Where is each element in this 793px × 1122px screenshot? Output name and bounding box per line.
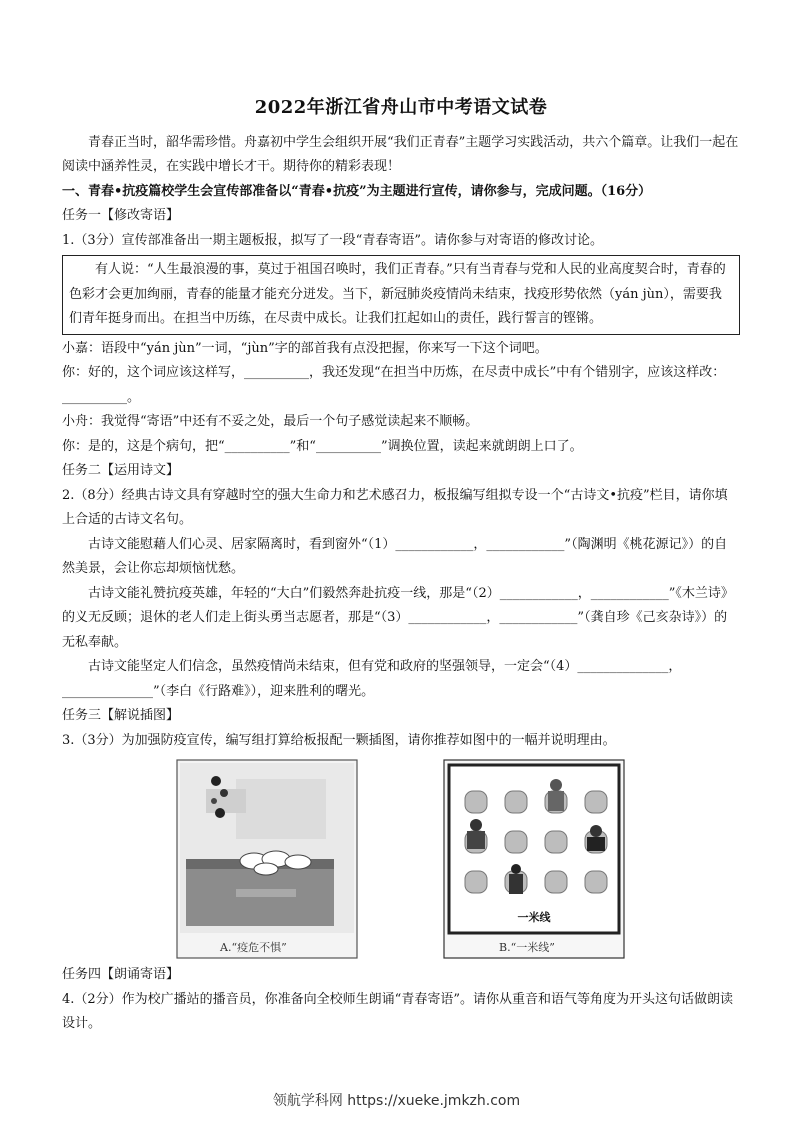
task3-heading: 任务三【解说插图】 [62,708,180,723]
site-watermark-footer: 领航学科网 https://xueke.jmkzh.com [272,1093,521,1109]
illustration-b [443,759,625,959]
youth-message-text: 有人说：“人生最浪漫的事，莫过于祖国召唤时，我们正青春。”只有当青春与党和人民的业高度契合时，青春的色彩才会更加绚丽，青春的能量才能充分迸发。当下，新冠肺炎疫情尚未结束，找疫形势依然（yán jùn），需要我们青年挺身而出。在担当中历练，在尽责中成长。让我们扛起如山的责任，践行誓言的铿锵。 [69,262,726,326]
youth-message-box [62,255,740,335]
dialogue-line-3: 小舟：我觉得“寄语”中还有不妥之处，最后一个句子感觉读起来不顺畅。 [62,414,479,429]
caption-b: B.“一米线” [499,941,555,954]
question-3: 3.（3分）为加强防疫宣传，编写组打算给板报配一颗插图，请你推荐如图中的一幅并说明理由。 [62,732,616,748]
sign-label: 一米线 [517,911,551,924]
question-2: 2.（8分）经典古诗文具有穿越时空的强大生命力和艺术感召力，板报编写组拟专设一个“古诗文•抗疫”栏目，请你填上合适的古诗文名句。 [62,487,728,527]
intro-paragraph: 青春正当时，韶华需珍惜。舟嘉初中学生会组织开展“我们正青春”主题学习实践活动，共六个篇章。让我们一起在阅读中涵养性灵，在实践中增长才干。期待你的精彩表现！ [62,134,739,174]
section-heading: 一、青春•抗疫篇校学生会宣传部准备以“青春•抗疫”为主题进行宣传，请你参与，完成问题。（16分） [62,183,652,199]
task4-heading: 任务四【朗诵寄语】 [62,967,180,982]
question-4: 4.（2分）作为校广播站的播音员，你准备向全校师生朗诵“青春寄语”。请你从重音和语气等角度为开头这句话做朗读设计。 [62,991,733,1031]
illustration-row [62,757,740,963]
task1-heading: 任务一【修改寄语】 [62,208,180,223]
dialogue-line-4: 你：是的，这是个病句，把“__________”和“__________”调换位置，读起来就朗朗上口了。 [62,438,583,454]
caption-a: A.“疫危不惧” [220,941,287,954]
poetry-paragraph-2: 古诗文能礼赞抗疫英雄，年轻的“大白”们毅然奔赴抗疫一线，那是“（2）____________，____________”《木兰诗》的义无反顾；退休的老人们走上街头勇当志愿者，那是“（3）____________，____________”（龚自珍《己亥杂诗》）的无私奉献。 [62,585,734,650]
dialogue-line-2: 你：好的，这个词应该这样写，__________，我还发现“在担当中历炼，在尽责中成长”中有个错别字，应该这样改：__________。 [62,365,726,405]
poetry-paragraph-3: 古诗文能坚定人们信念，虽然疫情尚未结束，但有党和政府的坚强领导，一定会“（4）______________，______________”（李白《行路难》），迎来胜利的曙光。 [62,659,682,699]
question-1: 1.（3分）宣传部准备出一期主题板报，拟写了一段“青春寄语”。请你参与对寄语的修改讨论。 [62,232,603,248]
dialogue-line-1: 小嘉：语段中“yán jùn”一词，“jùn”字的部首我有点没把握，你来写一下这个词吧。 [62,340,548,356]
poetry-paragraph-1: 古诗文能慰藉人们心灵、居家隔离时，看到窗外“（1）____________，____________”（陶渊明《桃花源记》）的自然美景，会让你忘却烦恼忧愁。 [62,536,728,576]
illustration-a [176,759,358,959]
task2-heading: 任务二【运用诗文】 [62,463,180,478]
exam-title: 2022年浙江省舟山市中考语文试卷 [254,97,548,118]
exam-page [62,96,740,1037]
